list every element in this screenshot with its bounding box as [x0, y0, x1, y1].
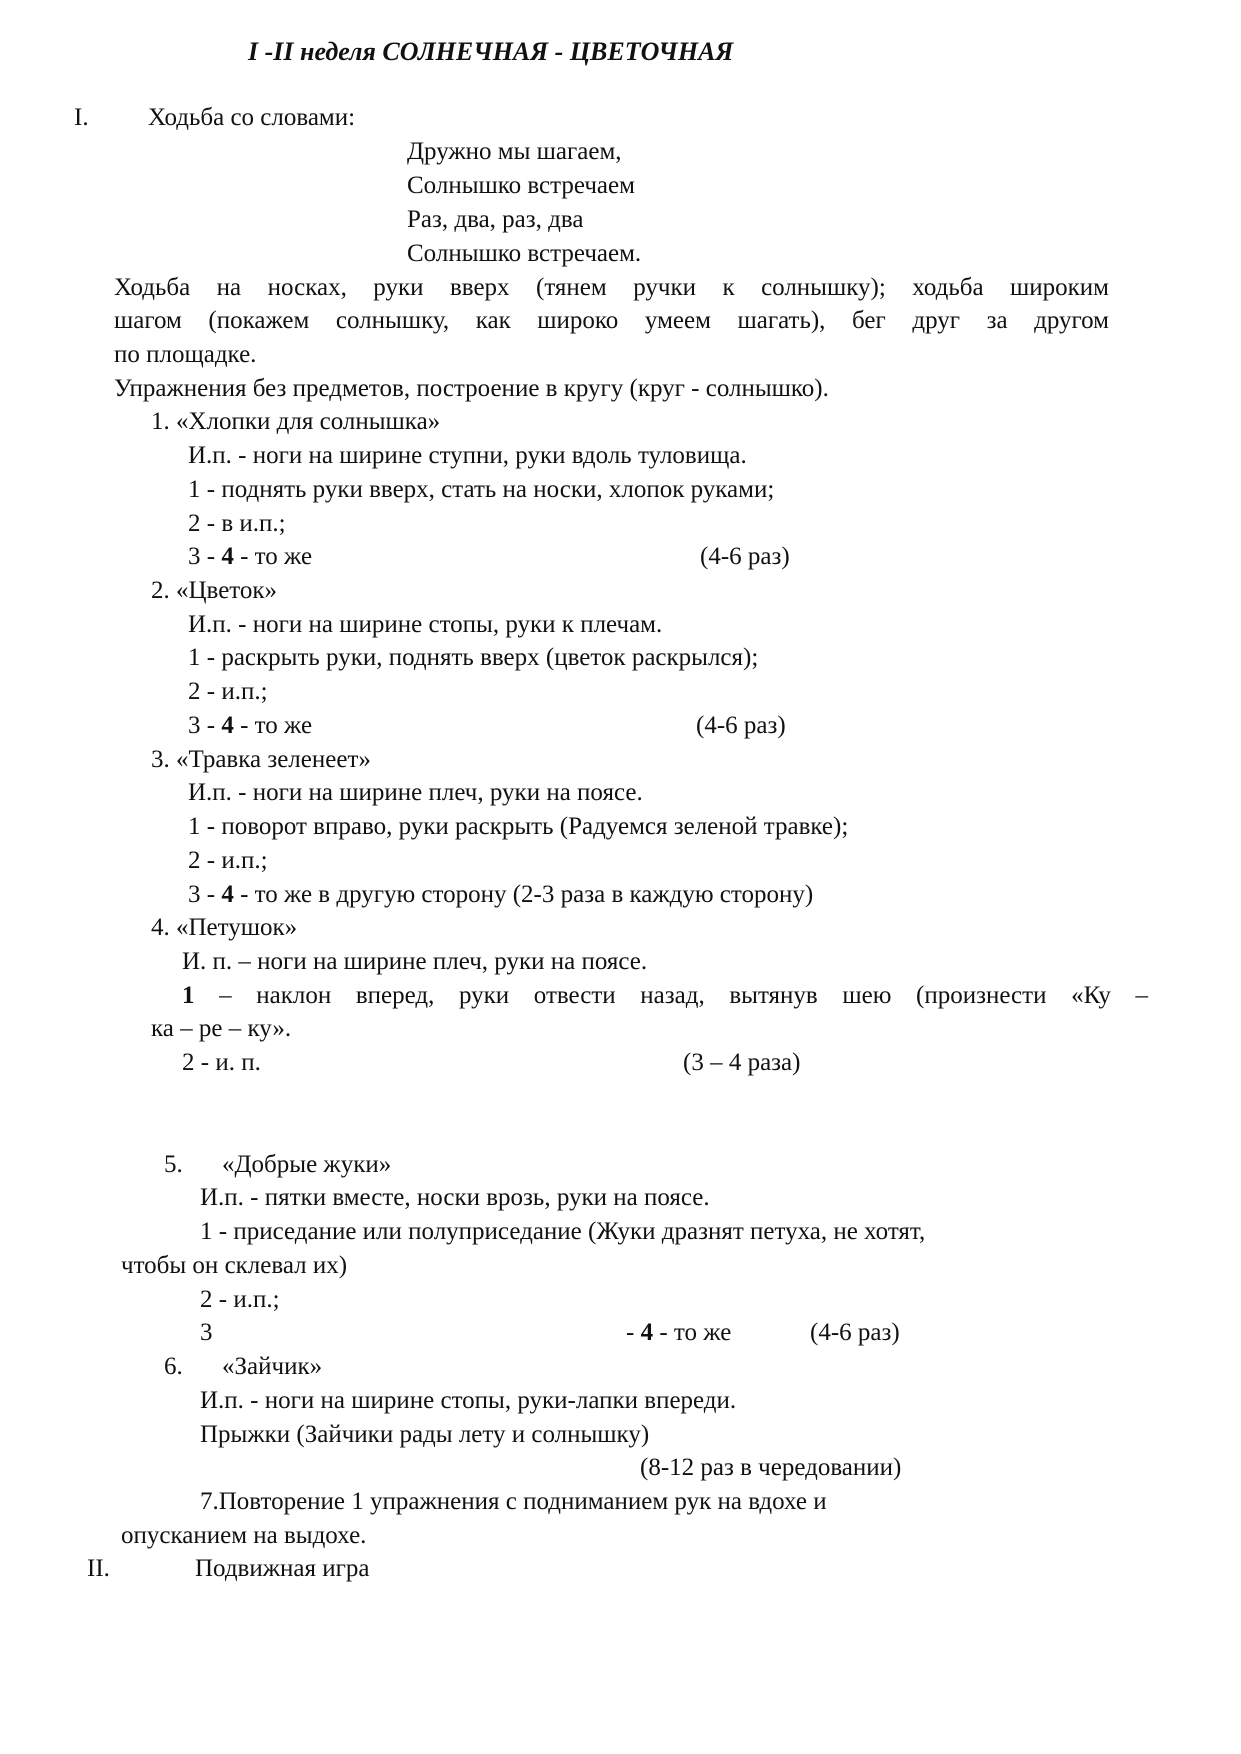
exercise-6-number: 6. [164, 1353, 183, 1380]
exercise-1-title: 1. «Хлопки для солнышка» [151, 408, 441, 435]
count-bold: 4 [221, 543, 234, 570]
exercise-2-title: 2. «Цветок» [151, 577, 278, 604]
exercise-1-line-1: И.п. - ноги на ширине ступни, руки вдоль туловища. [188, 442, 747, 469]
count-start: 3 - [188, 543, 222, 570]
exercise-5-line-3: чтобы он склевал их) [121, 1252, 348, 1279]
count-text: – наклон вперед, руки отвести назад, вытянув шею (произнести «Ку – [194, 982, 1148, 1009]
exercise-5-line-2: 1 - приседание или полуприседание (Жуки дразнят петуха, не хотят, [200, 1218, 926, 1245]
exercise-4-line-2 [182, 981, 1148, 1011]
exercise-3-line-4 [188, 880, 813, 910]
walking-line-2: шагом (покажем солнышку, как широко умеем шагать), бег друг за другом [114, 307, 1109, 334]
section-2-heading: Подвижная игра [195, 1555, 370, 1582]
exercise-5-reps: (4-6 раз) [810, 1319, 900, 1346]
exercise-5-number: 5. [164, 1151, 183, 1178]
count-start: 3 - [188, 881, 222, 908]
poem-line-3: Раз, два, раз, два [407, 206, 584, 233]
poem-line-4: Солнышко встречаем. [407, 240, 642, 267]
exercise-5-line-4: 2 - и.п.; [200, 1286, 280, 1313]
walking-line-3: по площадке. [114, 341, 257, 368]
exercise-1-line-3: 2 - в и.п.; [188, 510, 286, 537]
count-start: 3 - [188, 712, 222, 739]
exercise-7-line-2: опусканием на выдохе. [121, 1522, 367, 1549]
exercise-2-line-4 [188, 711, 312, 741]
section-2-numeral: II. [87, 1555, 110, 1582]
exercise-4-reps: (3 – 4 раза) [683, 1049, 801, 1076]
count-end: - то же в другую сторону (2-3 раза в каждую сторону) [233, 881, 814, 908]
count-dash: - [626, 1319, 641, 1346]
exercise-4-line-4: 2 - и. п. [182, 1049, 261, 1076]
exercise-5-line-1: И.п. - пятки вместе, носки врозь, руки на поясе. [200, 1184, 710, 1211]
count-bold: 1 [182, 982, 195, 1009]
exercise-5-line-5-number: 3 [200, 1319, 213, 1346]
exercise-7-line-1: 7.Повторение 1 упражнения с подниманием рук на вдохе и [200, 1488, 827, 1515]
exercises-intro: Упражнения без предметов, построение в кругу (круг - солнышко). [114, 375, 829, 402]
exercise-6-line-1: И.п. - ноги на ширине стопы, руки-лапки впереди. [200, 1387, 737, 1414]
exercise-6-title: «Зайчик» [222, 1353, 323, 1380]
exercise-5-line-5-text [626, 1318, 731, 1348]
section-1-heading: Ходьба со словами: [148, 104, 356, 131]
exercise-4-line-1: И. п. – ноги на ширине плеч, руки на поясе. [182, 948, 648, 975]
count-bold: 4 [221, 881, 234, 908]
exercise-3-line-3: 2 - и.п.; [188, 847, 268, 874]
walking-line-1: Ходьба на носках, руки вверх (тянем ручки к солнышку); ходьба широким [114, 274, 1109, 301]
exercise-1-line-4 [188, 542, 312, 572]
exercise-3-title: 3. «Травка зеленеет» [151, 746, 371, 773]
exercise-2-line-2: 1 - раскрыть руки, поднять вверх (цветок раскрылся); [188, 644, 759, 671]
page-title: I -II неделя СОЛНЕЧНАЯ - ЦВЕТОЧНАЯ [248, 37, 734, 66]
exercise-4-title: 4. «Петушок» [151, 914, 298, 941]
exercise-2-line-3: 2 - и.п.; [188, 678, 268, 705]
exercise-3-line-1: И.п. - ноги на ширине плеч, руки на поясе. [188, 779, 643, 806]
count-end: - то же [233, 543, 313, 570]
section-1-numeral: I. [74, 104, 89, 131]
poem-line-2: Солнышко встречаем [407, 172, 635, 199]
exercise-6-line-2: Прыжки (Зайчики рады лету и солнышку) [200, 1421, 650, 1448]
exercise-4-line-3: ка – ре – ку». [151, 1015, 292, 1042]
count-bold: 4 [221, 712, 234, 739]
count-end: - то же [653, 1319, 732, 1346]
exercise-2-line-1: И.п. - ноги на ширине стопы, руки к плечам. [188, 611, 663, 638]
exercise-3-line-2: 1 - поворот вправо, руки раскрыть (Радуемся зеленой травке); [188, 813, 849, 840]
poem-line-1: Дружно мы шагаем, [407, 138, 622, 165]
exercise-6-reps: (8-12 раз в чередовании) [640, 1454, 902, 1481]
count-end: - то же [233, 712, 313, 739]
exercise-5-title: «Добрые жуки» [222, 1151, 392, 1178]
count-bold: 4 [640, 1319, 654, 1346]
exercise-1-reps: (4-6 раз) [700, 543, 790, 570]
exercise-1-line-2: 1 - поднять руки вверх, стать на носки, хлопок руками; [188, 476, 775, 503]
exercise-2-reps: (4-6 раз) [696, 712, 786, 739]
